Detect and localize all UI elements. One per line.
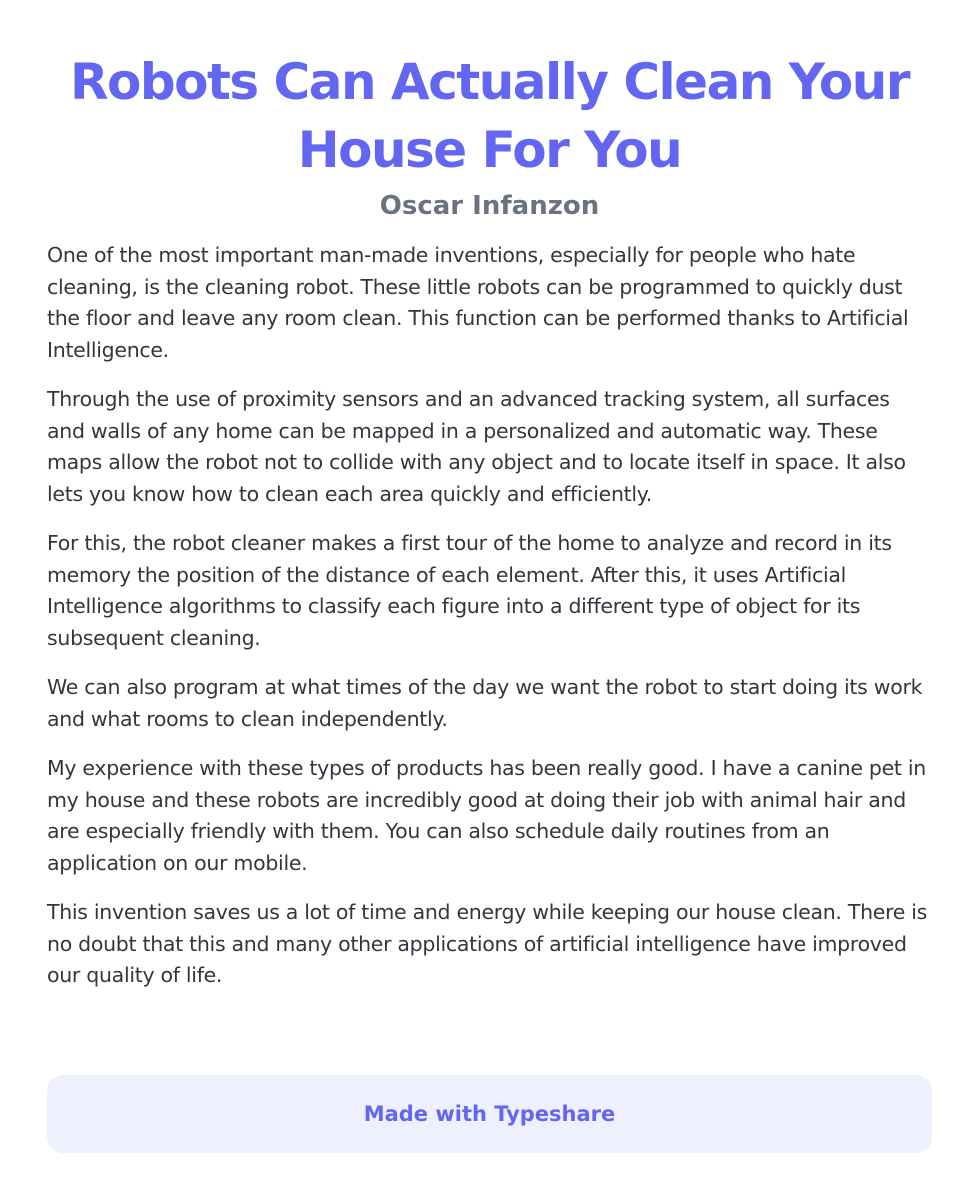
article-title: Robots Can Actually Clean Your House For You bbox=[69, 53, 910, 179]
article-paragraph: One of the most important man-made inventions, especially for people who hate cleaning, is the cleaning robot. These little robots can be programmed to quickly dust the floor and leave any room clean. This function can be performed thanks to Artificial Intelligence. bbox=[47, 243, 909, 362]
article-paragraph: We can also program at what times of the day we want the robot to start doing its work and what rooms to clean independently. bbox=[47, 675, 923, 731]
article-author: Oscar Infanzon bbox=[379, 191, 600, 221]
made-with-typeshare-link[interactable]: Made with Typeshare bbox=[363, 1102, 616, 1126]
article-paragraph: Through the use of proximity sensors and an advanced tracking system, all surfaces and walls of any home can be mapped in a personalized and automatic way. These maps allow the robot not to collide with any object and to locate itself in space. It also lets you know how to clean each area quickly and efficiently. bbox=[47, 387, 906, 506]
made-with-typeshare-banner[interactable] bbox=[47, 1075, 932, 1153]
article-paragraph: My experience with these types of products has been really good. I have a canine pet in my house and these robots are incredibly good at doing their job with animal hair and are especially friendly with them. You can also schedule daily routines from an application on our mobile. bbox=[47, 756, 926, 875]
article-body bbox=[47, 240, 932, 992]
article-paragraph: For this, the robot cleaner makes a first tour of the home to analyze and record in its memory the position of the distance of each element. After this, it uses Artificial Intelligence algorithms to classify each figure into a different type of object for its subsequent cleaning. bbox=[47, 531, 892, 650]
article-paragraph: This invention saves us a lot of time and energy while keeping our house clean. There is no doubt that this and many other applications of artificial intelligence have improved our quality of life. bbox=[47, 900, 928, 987]
